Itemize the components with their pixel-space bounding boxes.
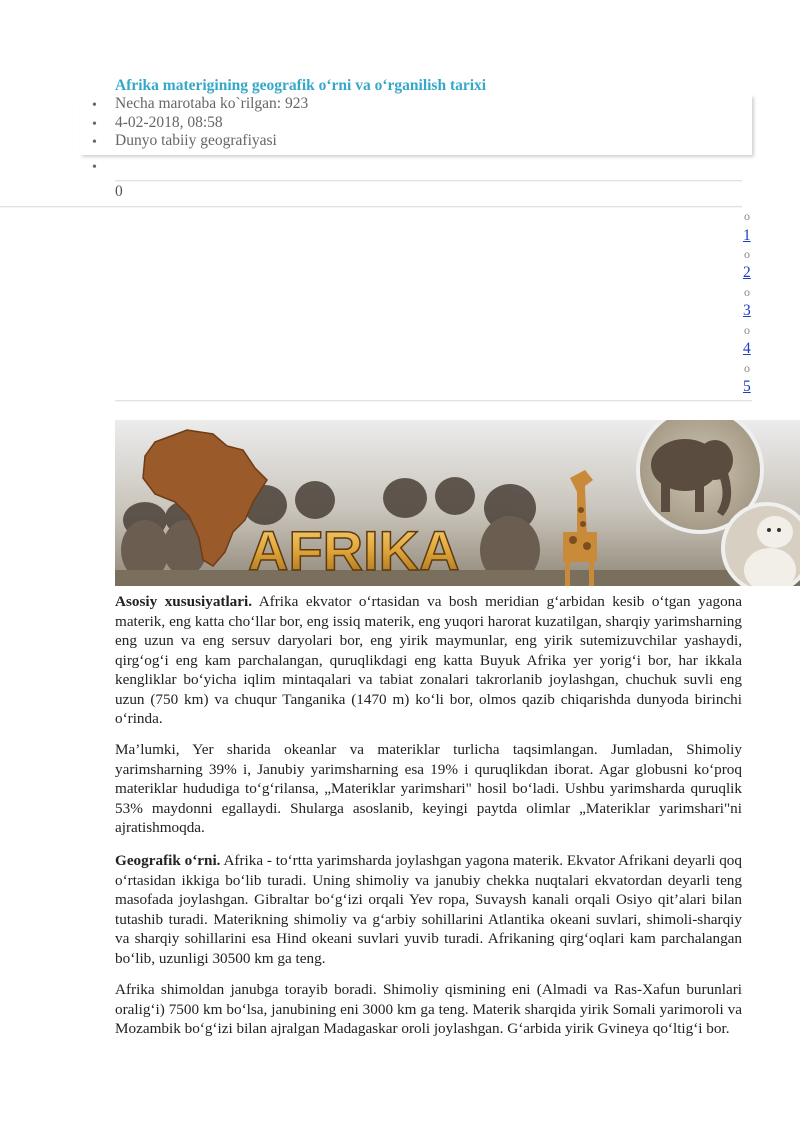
africa-banner-image: [115, 420, 800, 586]
paragraph-body: Afrika ekvator o‘rtasidan va bosh meridian g‘arbidan kesib o‘tgan yagona materik, eng katta cho‘llar bor, eng issiq materik, eng yuqori harorat kuzatilgan, sharqiy yarimsharning eng uzun va eng sersuv daryolari bor, eng yirik maymunlar, eng yirik sutemizuvchilar yashaydi, qirg‘og‘i eng kam parchalangan, quruqlikdagi eng katta Buyuk Afrika yer yorig‘i bor, har ikkala kengliklar bo‘yicha iqlim mintaqalari va tabiat zonalari takrorlanib joylashgan, chuchuk suvli eng uzun (750 km) va chuqur Tanganika (1470 m) ko‘li bor, olmos qazib chiqarishda dunyoda birinchi o‘rinda.: [115, 593, 742, 727]
page-link-1[interactable]: 1: [743, 227, 751, 244]
bullet-icon: •: [92, 135, 97, 150]
list-marker: o: [744, 361, 750, 375]
paragraph-lead: Geografik o‘rni.: [115, 852, 221, 869]
views-count: Necha marotaba ko`rilgan: 923: [115, 95, 309, 112]
paragraph-shape: [115, 980, 742, 1039]
divider: [115, 180, 742, 181]
article-title[interactable]: Afrika materigining geografik o‘rni va o‘rganilish tarixi: [115, 77, 487, 94]
category-link[interactable]: Dunyo tabiiy geografiyasi: [115, 132, 277, 149]
list-marker: o: [744, 323, 750, 337]
paragraph-hemispheres: [115, 740, 742, 838]
page-link-3[interactable]: 3: [743, 302, 751, 319]
paragraph-body: Afrika - to‘rtta yarimsharda joylashgan yagona materik. Ekvator Afrikani deyarli qoq o‘rtasidan ikkiga bo‘lib turadi. Uning shimoliy va janubiy chekka nuqtalari ekvatordan deyarli teng masofada joylashgan. Gibraltar bo‘g‘izi orqali Yev ropa, Suvaysh kanali orqali Osiyo qit’alari bilan tutashib turadi. Materikning shimoliy va g‘arbiy sohillarini Atlantika okeani suvlari, shimoli-sharqiy va sharqiy sohillarini esa Hind okeani suvlari yuvib turadi. Afrikaning qirg‘oqlari kam parchalangan bo‘lib, uzunligi 30500 km ga teng.: [115, 852, 742, 967]
rating-count: 0: [115, 183, 123, 200]
page-link-2[interactable]: 2: [743, 264, 751, 281]
paragraph-body: Afrika shimoldan janubga torayib boradi. Shimoliy qismining eni (Almadi va Ras-Xafun burunlari oralig‘i) 7500 km bo‘lsa, janubining eni 3000 km ga teng. Materik sharqida yirik Somali yarimoroli va Mozambik bo‘g‘izi bilan ajralgan Madagaskar oroli joylashgan. G‘arbida yirik Gvineya qo‘ltig‘i bor.: [115, 981, 742, 1037]
page-link-4[interactable]: 4: [743, 340, 751, 357]
bullet-icon: •: [92, 117, 97, 132]
list-marker: o: [744, 247, 750, 261]
bullet-icon: •: [92, 160, 97, 175]
paragraph-lead: Asosiy xususiyatlari.: [115, 593, 253, 610]
bullet-icon: •: [92, 98, 97, 113]
post-date: 4-02-2018, 08:58: [115, 114, 223, 131]
banner-text: AFRIKA: [248, 519, 460, 582]
page-link-5[interactable]: 5: [743, 378, 751, 395]
paragraph-location: [115, 851, 742, 968]
divider: [115, 400, 752, 401]
paragraph-features: [115, 592, 742, 729]
list-marker: o: [744, 209, 750, 223]
list-marker: o: [744, 285, 750, 299]
paragraph-body: Ma’lumki, Yer sharida okeanlar va materiklar turlicha taqsimlangan. Jumladan, Shimoliy yarimsharning 39% i, Janubiy yarimsharning esa 19% i quruqlikdan iborat. Agar globusni ko‘proq materiklar hududiga to‘g‘rilansa, „Materiklar yarimshari" hosil bo‘ladi. Ushbu yarimsharda quruqlik 53% maydonni egallaydi. Shularga asoslanib, keyingi paytda olimlar „Materiklar yarimshari"ni ajratishmoqda.: [115, 741, 742, 836]
divider: [0, 206, 742, 207]
